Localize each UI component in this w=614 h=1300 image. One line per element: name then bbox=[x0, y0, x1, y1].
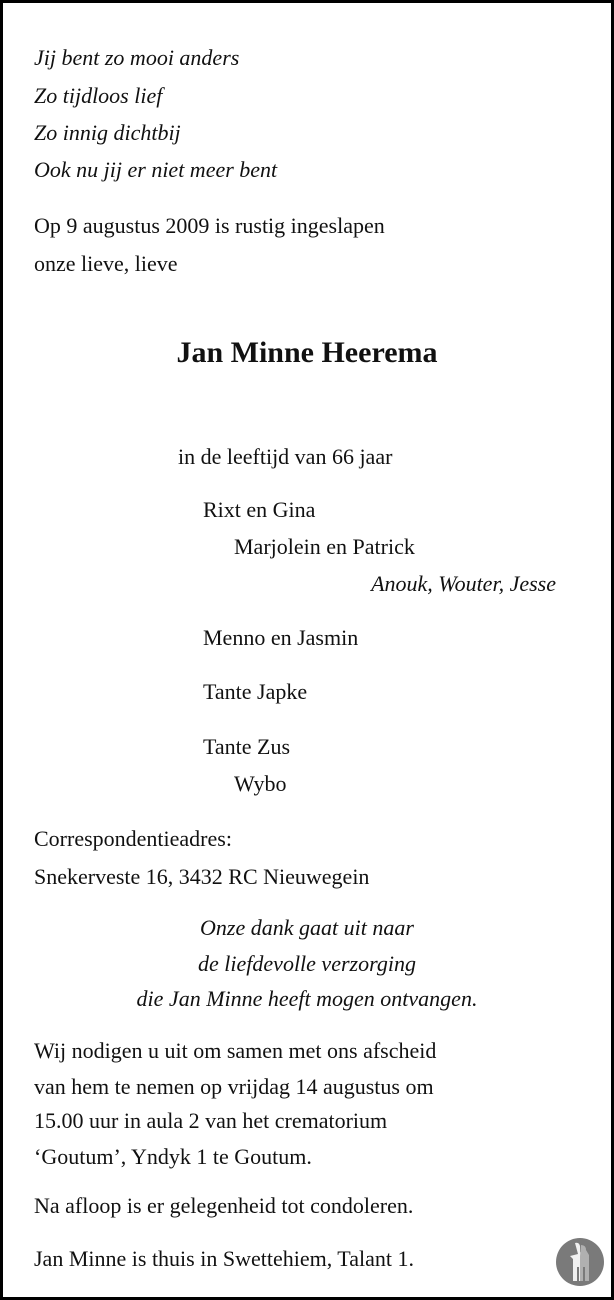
family-line: Marjolein en Patrick bbox=[234, 534, 415, 559]
invitation-line: ‘Goutum’, Yndyk 1 te Goutum. bbox=[34, 1144, 312, 1169]
invitation-line: van hem te nemen op vrijdag 14 augustus om bbox=[34, 1074, 434, 1099]
address-value: Snekerveste 16, 3432 RC Nieuwegein bbox=[34, 864, 370, 889]
family-line: Rixt en Gina bbox=[203, 497, 316, 522]
condolence-line: Na afloop is er gelegenheid tot condoleren. bbox=[34, 1193, 414, 1218]
poem-line: Jij bent zo mooi anders bbox=[34, 45, 240, 70]
poem-line: Zo innig dichtbij bbox=[34, 120, 181, 145]
home-line: Jan Minne is thuis in Swettehiem, Talant 1. bbox=[34, 1246, 414, 1271]
intro-line: onze lieve, lieve bbox=[34, 251, 178, 276]
invitation-line: 15.00 uur in aula 2 van het crematorium bbox=[34, 1108, 388, 1133]
family-line: Wybo bbox=[234, 771, 287, 796]
family-line: Menno en Jasmin bbox=[203, 625, 359, 650]
family-line: Tante Zus bbox=[203, 734, 291, 759]
embracing-figures-icon bbox=[555, 1237, 605, 1287]
family-line: Tante Japke bbox=[203, 679, 308, 704]
age-line: in de leeftijd van 66 jaar bbox=[178, 444, 393, 469]
address-label: Correspondentieadres: bbox=[34, 826, 232, 851]
poem-line: Zo tijdloos lief bbox=[34, 83, 163, 108]
thanks-line: de liefdevolle verzorging bbox=[198, 951, 416, 976]
grandchildren-line: Anouk, Wouter, Jesse bbox=[371, 571, 556, 596]
thanks-line: die Jan Minne heeft mogen ontvangen. bbox=[136, 986, 478, 1011]
thanks-line: Onze dank gaat uit naar bbox=[200, 915, 414, 940]
poem-line: Ook nu jij er niet meer bent bbox=[34, 157, 278, 182]
intro-line: Op 9 augustus 2009 is rustig ingeslapen bbox=[34, 213, 385, 238]
invitation-line: Wij nodigen u uit om samen met ons afscheid bbox=[34, 1038, 437, 1063]
deceased-name: Jan Minne Heerema bbox=[176, 336, 438, 369]
